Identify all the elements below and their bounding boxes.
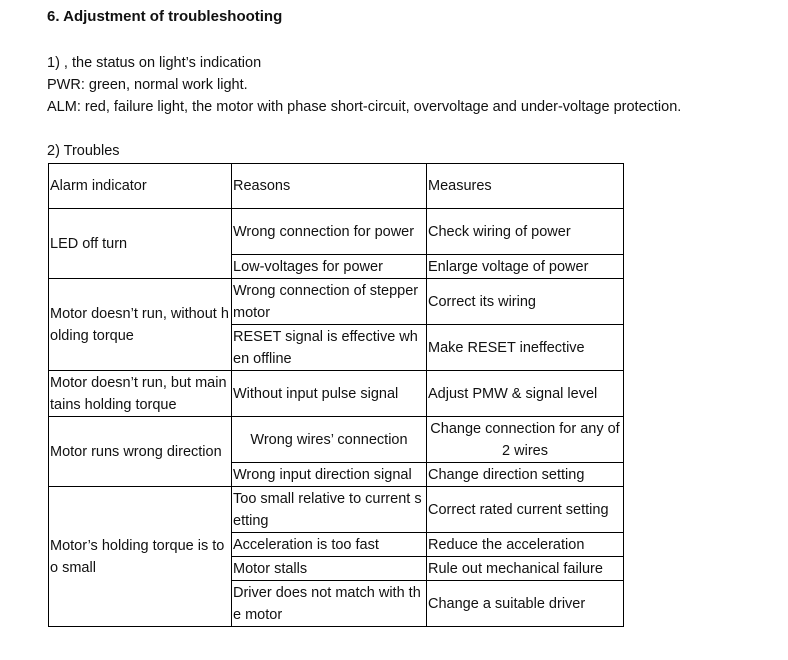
table-row [49, 371, 624, 417]
table-row [49, 279, 624, 325]
reason-cell: Wrong connection for power [232, 209, 427, 255]
measure-cell: Enlarge voltage of power [427, 255, 624, 279]
table-row [49, 209, 624, 255]
table-row [49, 487, 624, 533]
measure-cell: Change a suitable driver [427, 581, 624, 627]
measure-cell: Correct rated current setting [427, 487, 624, 533]
reason-cell: RESET signal is effective when offline [232, 325, 427, 371]
alm-description: ALM: red, failure light, the motor with phase short-circuit, overvoltage and under-voltage protection. [47, 99, 682, 115]
reason-cell: Wrong input direction signal [232, 463, 427, 487]
measure-cell: Make RESET ineffective [427, 325, 624, 371]
header-alarm-indicator: Alarm indicator [49, 164, 232, 209]
reason-cell: Wrong connection of stepper motor [232, 279, 427, 325]
table-header-row [49, 164, 624, 209]
reason-cell: Motor stalls [232, 557, 427, 581]
reason-cell: Wrong wires’ connection [232, 417, 427, 463]
header-measures: Measures [427, 164, 624, 209]
header-reasons: Reasons [232, 164, 427, 209]
troubles-heading: 2) Troubles [47, 143, 120, 159]
reason-cell: Without input pulse signal [232, 371, 427, 417]
measure-cell: Change connection for any of 2 wires [427, 417, 624, 463]
measure-cell: Correct its wiring [427, 279, 624, 325]
troubles-table [48, 163, 624, 627]
alarm-cell: LED off turn [49, 209, 232, 279]
alarm-cell: Motor’s holding torque is too small [49, 487, 232, 627]
measure-cell: Change direction setting [427, 463, 624, 487]
measure-cell: Adjust PMW & signal level [427, 371, 624, 417]
reason-cell: Driver does not match with the motor [232, 581, 427, 627]
measure-cell: Reduce the acceleration [427, 533, 624, 557]
reason-cell: Low-voltages for power [232, 255, 427, 279]
reason-cell: Acceleration is too fast [232, 533, 427, 557]
pwr-description: PWR: green, normal work light. [47, 77, 248, 93]
measure-cell: Rule out mechanical failure [427, 557, 624, 581]
table-row [49, 417, 624, 463]
reason-cell: Too small relative to current setting [232, 487, 427, 533]
alarm-cell: Motor doesn’t run, but maintains holding torque [49, 371, 232, 417]
alarm-cell: Motor runs wrong direction [49, 417, 232, 487]
section-title: 6. Adjustment of troubleshooting [47, 8, 283, 25]
status-intro: 1) , the status on light’s indication [47, 55, 262, 71]
alarm-cell: Motor doesn’t run, without holding torque [49, 279, 232, 371]
measure-cell: Check wiring of power [427, 209, 624, 255]
